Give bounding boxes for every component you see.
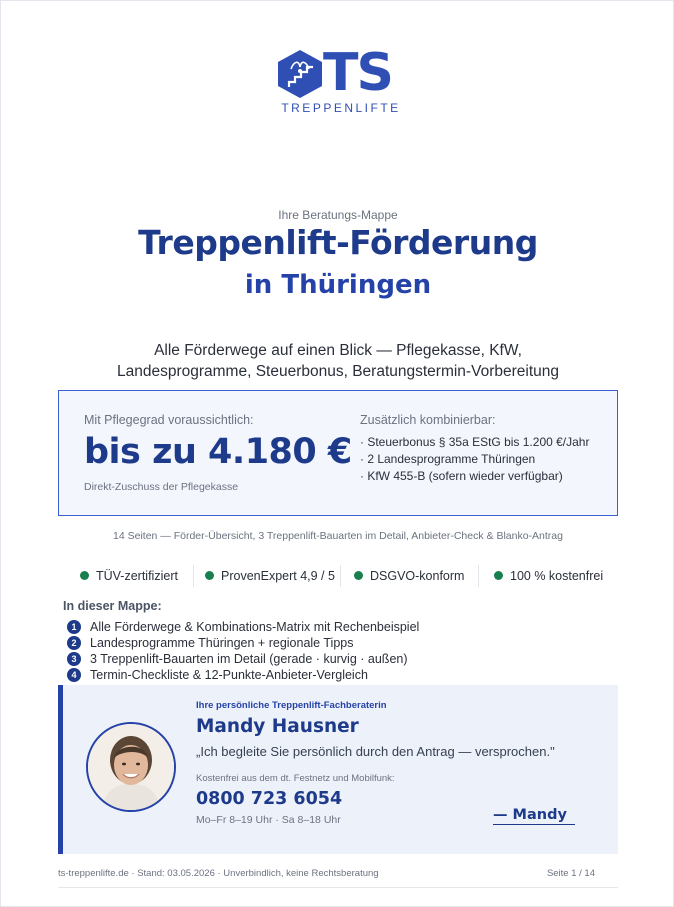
toc-item bbox=[67, 651, 419, 667]
combinable-title: Zusätzlich kombinierbar: bbox=[360, 413, 496, 427]
badge-dsgvo bbox=[354, 565, 464, 587]
badge-free bbox=[494, 565, 603, 587]
page-title: Treppenlift-Förderung bbox=[138, 223, 538, 262]
badge-label: 100 % kostenfrei bbox=[510, 569, 604, 583]
document-meta: 14 Seiten — Förder-Übersicht, 3 Treppenlift-Bauarten im Detail, Anbieter-Check & Blanko-Antrag bbox=[113, 530, 563, 542]
toc-label: Landesprogramme Thüringen + regionale Tipps bbox=[90, 636, 354, 650]
status-dot-icon bbox=[494, 571, 503, 580]
advisor-name: Mandy Hausner bbox=[196, 716, 359, 737]
phone-hint: Kostenfrei aus dem dt. Festnetz und Mobilfunk: bbox=[196, 773, 395, 784]
badge-provenexpert bbox=[205, 565, 335, 587]
footer-divider bbox=[58, 887, 618, 888]
page-subtitle: in Thüringen bbox=[244, 270, 432, 300]
logo-subtitle: TREPPENLIFTE bbox=[281, 101, 401, 115]
funding-highlight-box bbox=[58, 390, 618, 516]
toc-title: In dieser Mappe: bbox=[63, 599, 162, 613]
lead-line: Alle Förderwege auf einen Blick — Pflegekasse, KfW, bbox=[154, 342, 522, 359]
toc-number: 3 bbox=[67, 652, 81, 666]
lead-text bbox=[1, 340, 674, 382]
combinable-item: · 2 Landesprogramme Thüringen bbox=[360, 452, 536, 466]
avatar bbox=[86, 722, 176, 812]
stair-hexagon-icon bbox=[277, 49, 323, 99]
trust-badges bbox=[65, 565, 625, 587]
toc-label: Termin-Checkliste & 12-Punkte-Anbieter-Vergleich bbox=[90, 668, 368, 682]
status-dot-icon bbox=[354, 571, 363, 580]
opening-hours: Mo–Fr 8–19 Uhr · Sa 8–18 Uhr bbox=[196, 814, 341, 826]
status-dot-icon bbox=[205, 571, 214, 580]
funding-label: Mit Pflegegrad voraussichtlich: bbox=[84, 413, 254, 427]
toc-label: Alle Förderwege & Kombinations-Matrix mit Rechenbeispiel bbox=[90, 620, 420, 634]
badge-label: DSGVO-konform bbox=[370, 569, 465, 583]
badge-divider bbox=[340, 565, 341, 587]
advisor-quote: „Ich begleite Sie persönlich durch den Antrag — versprochen." bbox=[196, 744, 555, 759]
badge-label: TÜV-zertifiziert bbox=[96, 569, 178, 583]
advisor-card bbox=[58, 685, 618, 854]
combinable-item: · Steuerbonus § 35a EStG bis 1.200 €/Jahr bbox=[360, 435, 590, 449]
combinable-item: · KfW 455-B (sofern wieder verfügbar) bbox=[360, 469, 563, 483]
advisor-portrait-icon bbox=[88, 724, 174, 810]
toc-number: 4 bbox=[67, 668, 81, 682]
lead-line: Landesprogramme, Steuerbonus, Beratungstermin-Vorbereitung bbox=[116, 363, 559, 380]
signature: — Mandy bbox=[493, 807, 575, 825]
status-dot-icon bbox=[80, 571, 89, 580]
toc-number: 1 bbox=[67, 620, 81, 634]
toc-list bbox=[67, 619, 419, 683]
kicker: Ihre Beratungs-Mappe bbox=[278, 208, 398, 222]
badge-label: ProvenExpert 4,9 / 5 bbox=[221, 569, 335, 583]
footer-left: ts-treppenlifte.de · Stand: 03.05.2026 · Unverbindlich, keine Rechtsberatung bbox=[58, 868, 379, 879]
brand-logo bbox=[273, 43, 408, 119]
funding-amount: bis zu 4.180 € bbox=[84, 432, 352, 472]
phone-number[interactable]: 0800 723 6054 bbox=[196, 789, 343, 809]
advisor-role: Ihre persönliche Treppenlift-Fachberaterin bbox=[196, 700, 387, 711]
badge-divider bbox=[193, 565, 194, 587]
toc-item bbox=[67, 619, 419, 635]
funding-note: Direkt-Zuschuss der Pflegekasse bbox=[84, 481, 239, 493]
badge-divider bbox=[478, 565, 479, 587]
combinable-list bbox=[360, 434, 589, 485]
toc-item bbox=[67, 667, 419, 683]
toc-number: 2 bbox=[67, 636, 81, 650]
toc-label: 3 Treppenlift-Bauarten im Detail (gerade · kurvig · außen) bbox=[90, 652, 408, 666]
footer-page-number: Seite 1 / 14 bbox=[546, 868, 595, 879]
toc-item bbox=[67, 635, 419, 651]
badge-tuev bbox=[80, 565, 178, 587]
logo-wordmark: TS bbox=[323, 43, 392, 103]
